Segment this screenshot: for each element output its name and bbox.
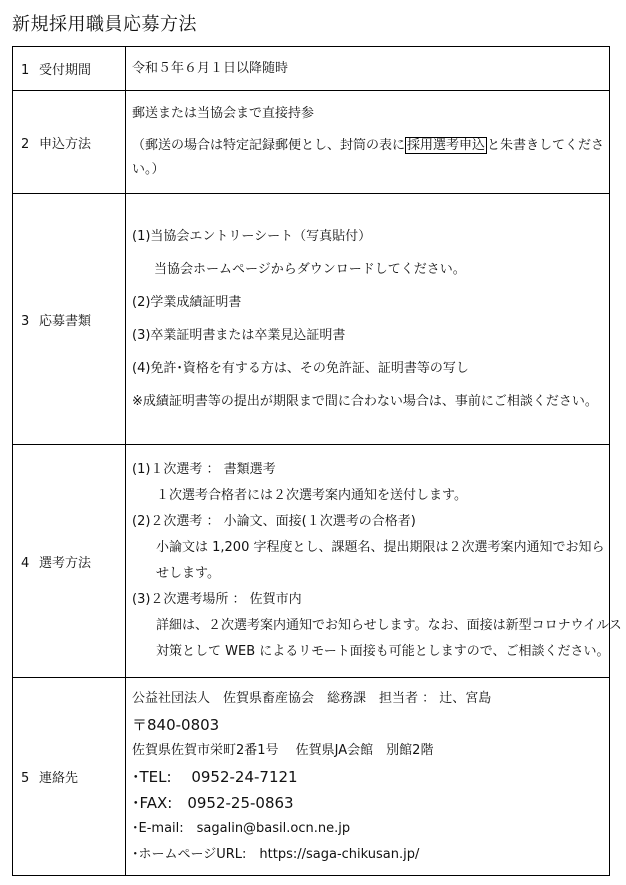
document-note: 当協会ホームページからダウンロードしてください。 bbox=[154, 262, 466, 277]
method-note-before: （郵送の場合は特定記録郵便とし、封筒の表に bbox=[132, 138, 406, 153]
page-title: 新規採用職員応募方法 bbox=[12, 14, 197, 35]
row-number: 5 bbox=[21, 771, 30, 786]
row-application-documents bbox=[13, 194, 610, 445]
application-table bbox=[12, 46, 622, 876]
selection-detail: 小論文は 1,200 字程度とし、課題名、提出期限は２次選考案内通知でお知ら bbox=[156, 540, 605, 555]
document-item: (3)卒業証明書または卒業見込証明書 bbox=[132, 328, 346, 343]
row-label-text: 申込方法 bbox=[39, 136, 92, 152]
document-item: (1)当協会エントリーシート（写真貼付） bbox=[132, 229, 372, 244]
row-number: 1 bbox=[21, 63, 30, 78]
row-content bbox=[126, 91, 610, 194]
method-note-after: と朱書きしてくださ bbox=[487, 138, 605, 153]
row-reception-period bbox=[13, 47, 610, 91]
row-number: 4 bbox=[21, 555, 30, 571]
row-contact bbox=[13, 678, 610, 876]
row-label bbox=[13, 194, 126, 445]
row-application-method bbox=[13, 91, 610, 194]
method-line: 郵送または当協会まで直接持参 bbox=[132, 106, 315, 121]
boxed-label: 採用選考申込 bbox=[407, 138, 486, 153]
row-number: 2 bbox=[21, 136, 30, 152]
row-content bbox=[126, 47, 610, 91]
method-note-line bbox=[132, 134, 603, 158]
contact-fax: ･FAX: 0952-25-0863 bbox=[132, 793, 294, 812]
row-label bbox=[13, 445, 126, 678]
row-selection-method bbox=[13, 445, 610, 678]
contact-address: 佐賀県佐賀市栄町2番1号 佐賀県JA会館 別館2階 bbox=[132, 742, 434, 758]
document-note: ※成績証明書等の提出が期限まで間に合わない場合は、事前にご相談ください。 bbox=[132, 394, 598, 409]
document-item: (4)免許･資格を有する方は、その免許証、証明書等の写し bbox=[132, 361, 469, 376]
row-content bbox=[126, 678, 610, 876]
contact-website: ･ホームページURL: https://saga-chikusan.jp/ bbox=[132, 846, 420, 862]
contact-organization: 公益社団法人 佐賀県畜産協会 総務課 担当者 ： 辻、宮島 bbox=[132, 690, 492, 706]
row-label bbox=[13, 91, 126, 194]
method-note-end: い。） bbox=[132, 162, 165, 177]
row-label-text: 受付期間 bbox=[39, 63, 92, 78]
document-item: (2)学業成績証明書 bbox=[132, 295, 242, 310]
row-label-text: 選考方法 bbox=[39, 555, 92, 571]
row-label-text: 連絡先 bbox=[39, 771, 79, 786]
selection-step: (3)２次選考場所 ： 佐賀市内 bbox=[132, 592, 302, 607]
row-label-text: 応募書類 bbox=[39, 313, 92, 329]
contact-email: ･E-mail: sagalin@basil.ocn.ne.jp bbox=[132, 820, 351, 836]
selection-detail: 対策として WEB によるリモート面接も可能としますので、ご相談ください。 bbox=[156, 644, 610, 659]
selection-step: (2)２次選考 ： 小論文、面接(１次選考の合格者) bbox=[132, 514, 416, 529]
row-number: 3 bbox=[21, 313, 30, 329]
selection-detail: １次選考合格者には２次選考案内通知を送付します。 bbox=[156, 488, 467, 503]
row-content bbox=[126, 194, 610, 445]
selection-detail: 詳細は、２次選考案内通知でお知らせします。なお、面接は新型コロナウイルス bbox=[156, 618, 622, 633]
reception-period-text: 令和５年６月１日以降随時 bbox=[132, 60, 289, 76]
row-content bbox=[126, 445, 622, 678]
contact-tel: ･TEL: 0952-24-7121 bbox=[132, 767, 298, 786]
contact-postal-code: 〒840-0803 bbox=[132, 715, 220, 734]
row-label bbox=[13, 47, 126, 91]
row-label bbox=[13, 678, 126, 876]
selection-step: (1)１次選考 ： 書類選考 bbox=[132, 462, 276, 477]
selection-detail: せします。 bbox=[156, 566, 220, 581]
